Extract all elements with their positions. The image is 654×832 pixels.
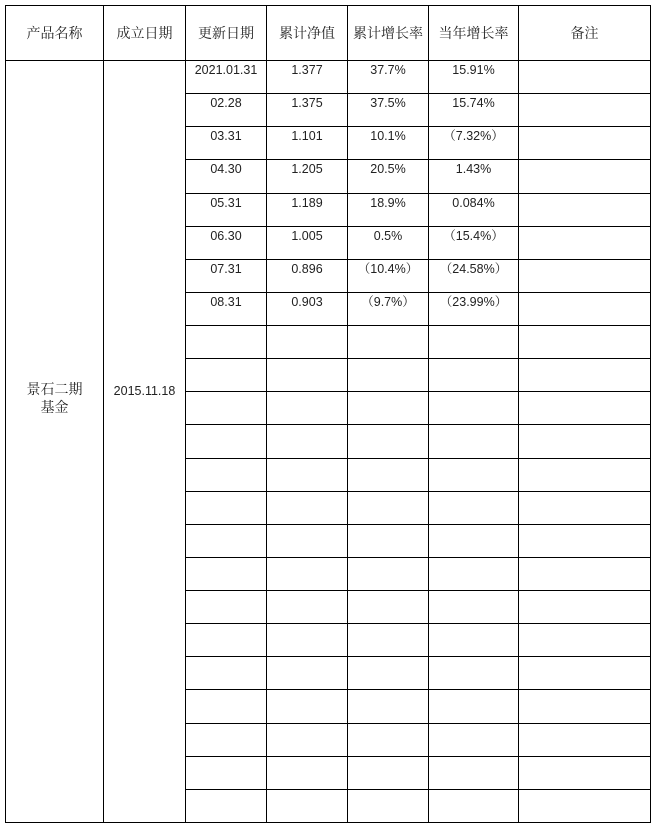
note-cell	[519, 94, 651, 127]
ytd-growth-cell: （24.58%）	[429, 260, 519, 293]
note-cell	[519, 591, 651, 624]
cumulative-nav-cell	[267, 724, 348, 757]
cumulative-nav-cell	[267, 525, 348, 558]
ytd-growth-cell: （15.4%）	[429, 227, 519, 260]
cumulative-growth-cell: 20.5%	[348, 160, 429, 193]
cumulative-growth-cell	[348, 690, 429, 723]
ytd-growth-cell	[429, 392, 519, 425]
note-cell	[519, 624, 651, 657]
update-date-cell	[186, 525, 267, 558]
update-date-cell	[186, 359, 267, 392]
fund-nav-table	[5, 5, 651, 823]
cumulative-nav-cell	[267, 757, 348, 790]
update-date-cell	[186, 757, 267, 790]
cumulative-growth-cell: 18.9%	[348, 194, 429, 227]
ytd-growth-cell	[429, 326, 519, 359]
ytd-growth-cell: 15.91%	[429, 61, 519, 94]
header-note: 备注	[519, 6, 651, 61]
cumulative-growth-cell	[348, 359, 429, 392]
cumulative-nav-cell	[267, 591, 348, 624]
header-update-date: 更新日期	[186, 6, 267, 61]
header-ytd-growth: 当年增长率	[429, 6, 519, 61]
cumulative-growth-cell: （9.7%）	[348, 293, 429, 326]
update-date-cell: 2021.01.31	[186, 61, 267, 94]
cumulative-growth-cell	[348, 657, 429, 690]
cumulative-growth-cell	[348, 790, 429, 823]
update-date-cell	[186, 425, 267, 458]
cumulative-growth-cell: 37.5%	[348, 94, 429, 127]
cumulative-nav-cell: 1.189	[267, 194, 348, 227]
cumulative-nav-cell	[267, 558, 348, 591]
cumulative-nav-cell	[267, 459, 348, 492]
ytd-growth-cell	[429, 690, 519, 723]
update-date-cell	[186, 326, 267, 359]
ytd-growth-cell: 15.74%	[429, 94, 519, 127]
note-cell	[519, 160, 651, 193]
establish-date: 2015.11.18	[113, 384, 176, 398]
cumulative-nav-cell: 0.896	[267, 260, 348, 293]
ytd-growth-cell	[429, 525, 519, 558]
update-date-cell: 04.30	[186, 160, 267, 193]
cumulative-growth-cell	[348, 326, 429, 359]
ytd-growth-cell: 0.084%	[429, 194, 519, 227]
cumulative-nav-cell: 1.375	[267, 94, 348, 127]
cumulative-nav-cell: 1.101	[267, 127, 348, 160]
cumulative-nav-cell	[267, 690, 348, 723]
update-date-cell	[186, 459, 267, 492]
cumulative-growth-cell	[348, 459, 429, 492]
note-cell	[519, 127, 651, 160]
update-date-cell	[186, 657, 267, 690]
header-establish-date: 成立日期	[104, 6, 186, 61]
update-date-cell	[186, 790, 267, 823]
update-date-cell: 08.31	[186, 293, 267, 326]
update-date-cell	[186, 591, 267, 624]
note-cell	[519, 790, 651, 823]
note-cell	[519, 492, 651, 525]
ytd-growth-cell	[429, 359, 519, 392]
note-cell	[519, 61, 651, 94]
note-cell	[519, 425, 651, 458]
note-cell	[519, 657, 651, 690]
update-date-cell: 03.31	[186, 127, 267, 160]
update-date-cell	[186, 392, 267, 425]
cumulative-nav-cell	[267, 657, 348, 690]
note-cell	[519, 293, 651, 326]
cumulative-nav-cell	[267, 326, 348, 359]
update-date-cell: 07.31	[186, 260, 267, 293]
establish-date-cell	[104, 61, 186, 823]
note-cell	[519, 359, 651, 392]
header-cumulative-growth: 累计增长率	[348, 6, 429, 61]
cumulative-nav-cell: 1.205	[267, 160, 348, 193]
update-date-cell	[186, 492, 267, 525]
cumulative-nav-cell	[267, 425, 348, 458]
cumulative-growth-cell: 10.1%	[348, 127, 429, 160]
cumulative-growth-cell	[348, 392, 429, 425]
cumulative-nav-cell	[267, 492, 348, 525]
note-cell	[519, 227, 651, 260]
ytd-growth-cell	[429, 591, 519, 624]
cumulative-nav-cell	[267, 359, 348, 392]
cumulative-nav-cell	[267, 790, 348, 823]
note-cell	[519, 326, 651, 359]
ytd-growth-cell	[429, 790, 519, 823]
note-cell	[519, 392, 651, 425]
note-cell	[519, 558, 651, 591]
ytd-growth-cell	[429, 492, 519, 525]
ytd-growth-cell	[429, 657, 519, 690]
update-date-cell: 05.31	[186, 194, 267, 227]
cumulative-growth-cell	[348, 724, 429, 757]
cumulative-growth-cell	[348, 492, 429, 525]
ytd-growth-cell	[429, 724, 519, 757]
note-cell	[519, 757, 651, 790]
ytd-growth-cell	[429, 558, 519, 591]
ytd-growth-cell: 1.43%	[429, 160, 519, 193]
note-cell	[519, 260, 651, 293]
header-cumulative-nav: 累计净值	[267, 6, 348, 61]
ytd-growth-cell: （23.99%）	[429, 293, 519, 326]
ytd-growth-cell	[429, 624, 519, 657]
cumulative-growth-cell	[348, 525, 429, 558]
product-name-cell	[6, 61, 104, 823]
cumulative-nav-cell: 0.903	[267, 293, 348, 326]
note-cell	[519, 459, 651, 492]
cumulative-nav-cell: 1.005	[267, 227, 348, 260]
cumulative-nav-cell	[267, 392, 348, 425]
ytd-growth-cell	[429, 757, 519, 790]
product-name: 景石二期基金	[26, 383, 83, 416]
cumulative-growth-cell	[348, 558, 429, 591]
ytd-growth-cell	[429, 425, 519, 458]
cumulative-growth-cell	[348, 425, 429, 458]
cumulative-growth-cell: 37.7%	[348, 61, 429, 94]
cumulative-growth-cell	[348, 624, 429, 657]
header-product-name: 产品名称	[6, 6, 104, 61]
note-cell	[519, 525, 651, 558]
cumulative-nav-cell: 1.377	[267, 61, 348, 94]
update-date-cell	[186, 724, 267, 757]
note-cell	[519, 724, 651, 757]
cumulative-growth-cell	[348, 591, 429, 624]
cumulative-growth-cell	[348, 757, 429, 790]
cumulative-nav-cell	[267, 624, 348, 657]
update-date-cell	[186, 690, 267, 723]
note-cell	[519, 690, 651, 723]
ytd-growth-cell	[429, 459, 519, 492]
cumulative-growth-cell: 0.5%	[348, 227, 429, 260]
note-cell	[519, 194, 651, 227]
cumulative-growth-cell: （10.4%）	[348, 260, 429, 293]
update-date-cell	[186, 558, 267, 591]
update-date-cell	[186, 624, 267, 657]
update-date-cell: 06.30	[186, 227, 267, 260]
update-date-cell: 02.28	[186, 94, 267, 127]
ytd-growth-cell: （7.32%）	[429, 127, 519, 160]
